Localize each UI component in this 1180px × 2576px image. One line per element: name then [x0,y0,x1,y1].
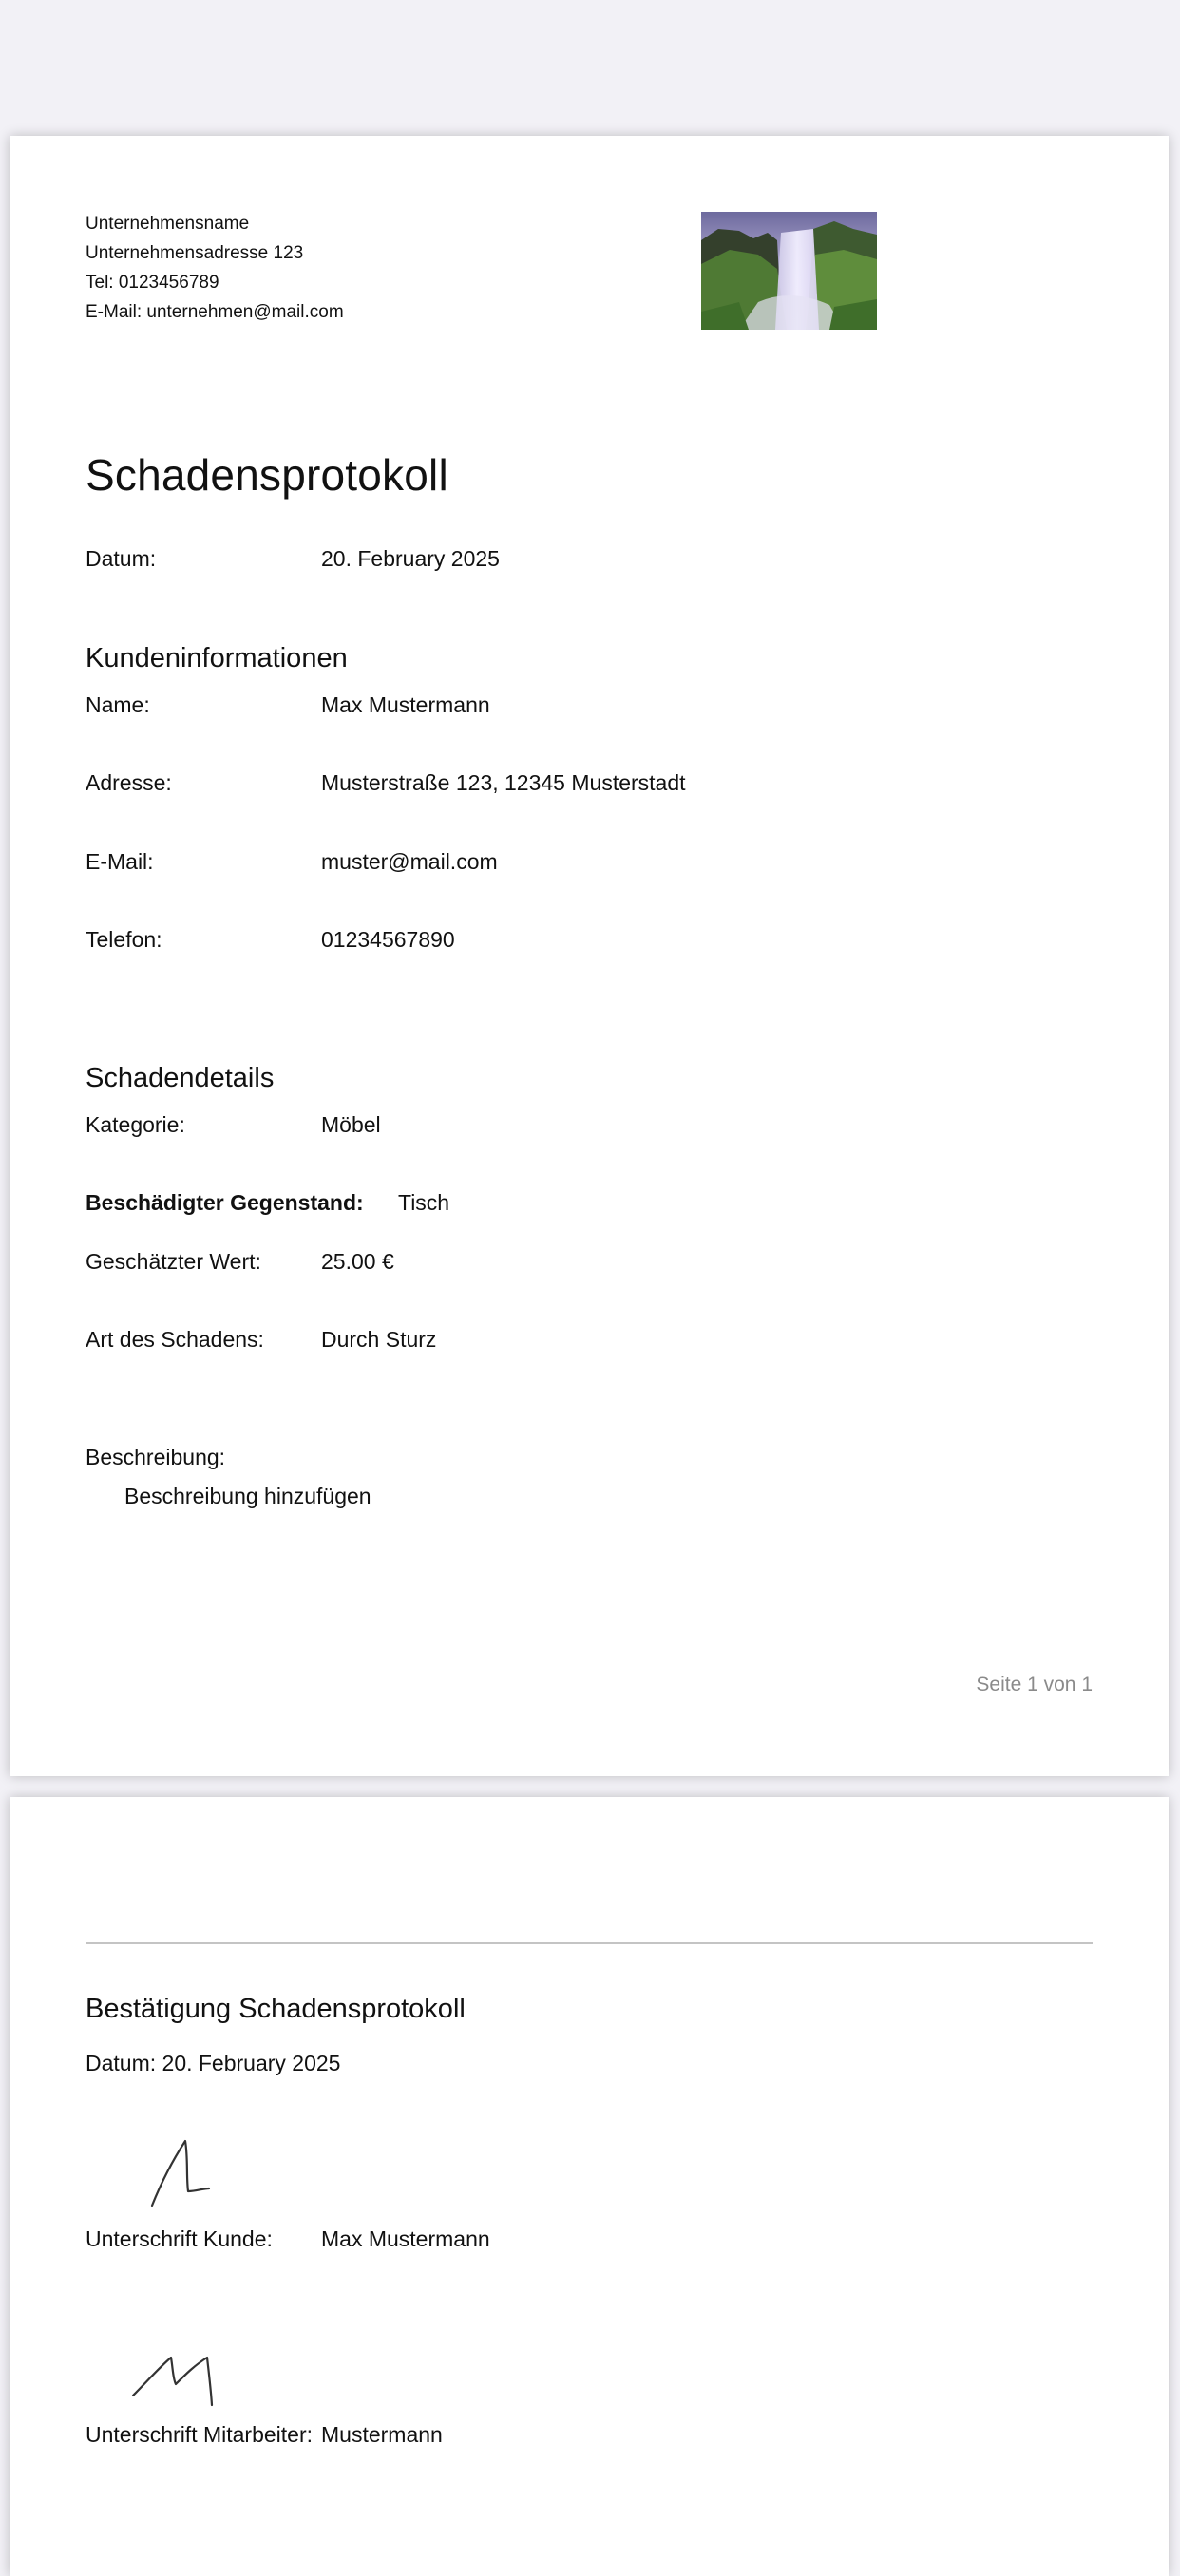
document-page-1 [10,136,1169,1776]
damage-section-heading: Schadendetails [86,1063,275,1093]
document-page-2 [10,1797,1169,2576]
company-name: Unternehmensname [86,214,250,234]
waterfall-photo-icon [701,212,877,330]
company-address: Unternehmensadresse 123 [86,243,304,263]
date-label: Datum: [86,546,157,571]
damage-type-value: Durch Sturz [321,1327,437,1352]
description-label: Beschreibung: [86,1445,226,1469]
customer-signature-label: Unterschrift Kunde: [86,2226,273,2251]
customer-email-value: muster@mail.com [321,849,498,874]
company-phone: Tel: 0123456789 [86,273,219,293]
confirmation-heading: Bestätigung Schadensprotokoll [86,1994,466,2024]
customer-phone-label: Telefon: [86,927,162,952]
customer-signature-name: Max Mustermann [321,2226,490,2251]
customer-address-label: Adresse: [86,770,172,795]
damaged-item-value: Tisch [398,1190,450,1215]
estimated-value-value: 25.00 € [321,1249,394,1274]
employee-signature-label: Unterschrift Mitarbeiter: [86,2422,314,2447]
company-info [86,209,344,327]
confirmation-date: Datum: 20. February 2025 [86,2051,341,2075]
customer-name-label: Name: [86,692,150,717]
damage-category-value: Möbel [321,1112,381,1137]
customer-signature-drawing [133,2120,238,2225]
divider-line [86,1942,1093,1944]
company-logo-image [701,212,877,330]
damaged-item-label: Beschädigter Gegenstand: [86,1190,364,1215]
page-number: Seite 1 von 1 [976,1674,1093,1695]
employee-signature-drawing [124,2329,238,2424]
customer-name-value: Max Mustermann [321,692,490,717]
description-value: Beschreibung hinzufügen [124,1484,371,1508]
company-email: E-Mail: unternehmen@mail.com [86,302,344,322]
date-value: 20. February 2025 [321,546,500,571]
customer-address-value: Musterstraße 123, 12345 Musterstadt [321,770,686,795]
document-title: Schadensprotokoll [86,450,448,500]
damage-category-label: Kategorie: [86,1112,185,1137]
customer-section-heading: Kundeninformationen [86,643,348,673]
customer-phone-value: 01234567890 [321,927,455,952]
customer-email-label: E-Mail: [86,849,154,874]
employee-signature-name: Mustermann [321,2422,443,2447]
estimated-value-label: Geschätzter Wert: [86,1249,261,1274]
damage-type-label: Art des Schadens: [86,1327,264,1352]
